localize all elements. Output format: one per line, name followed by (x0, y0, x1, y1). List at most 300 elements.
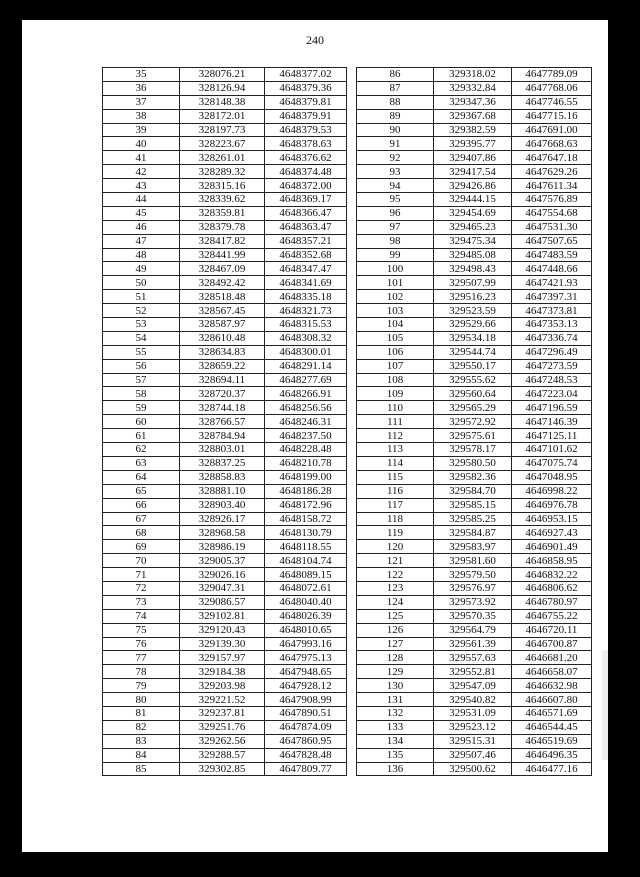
x-coordinate-cell: 329157.97 (180, 651, 265, 665)
y-coordinate-cell: 4646901.49 (512, 540, 592, 554)
table-row (103, 637, 347, 651)
y-coordinate-cell: 4648040.40 (265, 595, 347, 609)
x-coordinate-cell: 329026.16 (180, 568, 265, 582)
table-row (103, 443, 347, 457)
table-row (103, 373, 347, 387)
y-coordinate-cell: 4647483.59 (512, 248, 592, 262)
x-coordinate-cell: 329515.31 (434, 734, 512, 748)
x-coordinate-cell: 328567.45 (180, 304, 265, 318)
x-coordinate-cell: 328223.67 (180, 137, 265, 151)
table-row (357, 720, 592, 734)
table-row (357, 540, 592, 554)
point-number-cell: 56 (103, 359, 180, 373)
table-row (103, 68, 347, 82)
point-number-cell: 66 (103, 498, 180, 512)
point-number-cell: 68 (103, 526, 180, 540)
table-row (357, 401, 592, 415)
point-number-cell: 120 (357, 540, 434, 554)
point-number-cell: 105 (357, 331, 434, 345)
y-coordinate-cell: 4648321.73 (265, 304, 347, 318)
x-coordinate-cell: 329585.15 (434, 498, 512, 512)
point-number-cell: 65 (103, 484, 180, 498)
y-coordinate-cell: 4648352.68 (265, 248, 347, 262)
table-row (103, 581, 347, 595)
table-row (103, 387, 347, 401)
y-coordinate-cell: 4648237.50 (265, 429, 347, 443)
x-coordinate-cell: 328858.83 (180, 470, 265, 484)
table-body-right (357, 68, 592, 776)
point-number-cell: 87 (357, 81, 434, 95)
scan-artifact (602, 650, 608, 760)
table-row (357, 318, 592, 332)
point-number-cell: 37 (103, 95, 180, 109)
point-number-cell: 133 (357, 720, 434, 734)
point-number-cell: 44 (103, 193, 180, 207)
table-row (357, 262, 592, 276)
x-coordinate-cell: 329531.09 (434, 706, 512, 720)
y-coordinate-cell: 4648010.65 (265, 623, 347, 637)
y-coordinate-cell: 4648379.81 (265, 95, 347, 109)
y-coordinate-cell: 4648172.96 (265, 498, 347, 512)
y-coordinate-cell: 4647629.26 (512, 165, 592, 179)
table-row (103, 456, 347, 470)
point-number-cell: 55 (103, 345, 180, 359)
x-coordinate-cell: 329251.76 (180, 720, 265, 734)
point-number-cell: 94 (357, 179, 434, 193)
table-row (357, 123, 592, 137)
point-number-cell: 77 (103, 651, 180, 665)
y-coordinate-cell: 4648376.62 (265, 151, 347, 165)
x-coordinate-cell: 329262.56 (180, 734, 265, 748)
table-row (357, 276, 592, 290)
table-row (103, 415, 347, 429)
table-row (103, 609, 347, 623)
x-coordinate-cell: 328766.57 (180, 415, 265, 429)
y-coordinate-cell: 4646496.35 (512, 748, 592, 762)
point-number-cell: 76 (103, 637, 180, 651)
x-coordinate-cell: 329547.09 (434, 679, 512, 693)
point-number-cell: 39 (103, 123, 180, 137)
coordinates-table-left (102, 67, 347, 776)
x-coordinate-cell: 329498.43 (434, 262, 512, 276)
x-coordinate-cell: 328148.38 (180, 95, 265, 109)
table-row (357, 359, 592, 373)
x-coordinate-cell: 329426.86 (434, 179, 512, 193)
point-number-cell: 81 (103, 706, 180, 720)
table-row (357, 179, 592, 193)
point-number-cell: 72 (103, 581, 180, 595)
point-number-cell: 113 (357, 443, 434, 457)
y-coordinate-cell: 4647860.95 (265, 734, 347, 748)
y-coordinate-cell: 4647611.34 (512, 179, 592, 193)
table-row (357, 248, 592, 262)
x-coordinate-cell: 329564.79 (434, 623, 512, 637)
table-row (103, 137, 347, 151)
y-coordinate-cell: 4647507.65 (512, 234, 592, 248)
y-coordinate-cell: 4648369.17 (265, 193, 347, 207)
point-number-cell: 61 (103, 429, 180, 443)
point-number-cell: 48 (103, 248, 180, 262)
x-coordinate-cell: 329302.85 (180, 762, 265, 776)
x-coordinate-cell: 329086.57 (180, 595, 265, 609)
table-row (357, 206, 592, 220)
point-number-cell: 46 (103, 220, 180, 234)
x-coordinate-cell: 328518.48 (180, 290, 265, 304)
x-coordinate-cell: 328441.99 (180, 248, 265, 262)
point-number-cell: 88 (357, 95, 434, 109)
x-coordinate-cell: 329465.23 (434, 220, 512, 234)
point-number-cell: 134 (357, 734, 434, 748)
point-number-cell: 118 (357, 512, 434, 526)
y-coordinate-cell: 4646976.78 (512, 498, 592, 512)
point-number-cell: 98 (357, 234, 434, 248)
point-number-cell: 79 (103, 679, 180, 693)
x-coordinate-cell: 328076.21 (180, 68, 265, 82)
x-coordinate-cell: 329500.62 (434, 762, 512, 776)
x-coordinate-cell: 328881.10 (180, 484, 265, 498)
x-coordinate-cell: 329367.68 (434, 109, 512, 123)
point-number-cell: 42 (103, 165, 180, 179)
point-number-cell: 124 (357, 595, 434, 609)
table-row (103, 206, 347, 220)
y-coordinate-cell: 4648366.47 (265, 206, 347, 220)
x-coordinate-cell: 328172.01 (180, 109, 265, 123)
point-number-cell: 91 (357, 137, 434, 151)
point-number-cell: 58 (103, 387, 180, 401)
y-coordinate-cell: 4646632.98 (512, 679, 592, 693)
point-number-cell: 121 (357, 554, 434, 568)
y-coordinate-cell: 4646780.97 (512, 595, 592, 609)
point-number-cell: 36 (103, 81, 180, 95)
y-coordinate-cell: 4646832.22 (512, 568, 592, 582)
table-row (357, 151, 592, 165)
y-coordinate-cell: 4648266.91 (265, 387, 347, 401)
table-row (357, 290, 592, 304)
x-coordinate-cell: 328126.94 (180, 81, 265, 95)
y-coordinate-cell: 4647448.66 (512, 262, 592, 276)
table-row (103, 318, 347, 332)
y-coordinate-cell: 4647146.39 (512, 415, 592, 429)
table-row (357, 304, 592, 318)
point-number-cell: 49 (103, 262, 180, 276)
table-row (103, 720, 347, 734)
table-row (357, 637, 592, 651)
y-coordinate-cell: 4648315.53 (265, 318, 347, 332)
x-coordinate-cell: 329575.61 (434, 429, 512, 443)
x-coordinate-cell: 329516.23 (434, 290, 512, 304)
table-row (357, 415, 592, 429)
table-row (357, 568, 592, 582)
y-coordinate-cell: 4646571.69 (512, 706, 592, 720)
table-row (357, 484, 592, 498)
x-coordinate-cell: 328359.81 (180, 206, 265, 220)
point-number-cell: 109 (357, 387, 434, 401)
table-row (357, 331, 592, 345)
y-coordinate-cell: 4647993.16 (265, 637, 347, 651)
y-coordinate-cell: 4647373.81 (512, 304, 592, 318)
table-row (103, 706, 347, 720)
x-coordinate-cell: 329585.25 (434, 512, 512, 526)
table-row (103, 165, 347, 179)
x-coordinate-cell: 328315.16 (180, 179, 265, 193)
x-coordinate-cell: 328634.83 (180, 345, 265, 359)
point-number-cell: 116 (357, 484, 434, 498)
y-coordinate-cell: 4647531.30 (512, 220, 592, 234)
table-row (357, 387, 592, 401)
x-coordinate-cell: 329407.86 (434, 151, 512, 165)
point-number-cell: 70 (103, 554, 180, 568)
y-coordinate-cell: 4647809.77 (265, 762, 347, 776)
table-row (103, 651, 347, 665)
point-number-cell: 60 (103, 415, 180, 429)
x-coordinate-cell: 328261.01 (180, 151, 265, 165)
y-coordinate-cell: 4648341.69 (265, 276, 347, 290)
y-coordinate-cell: 4648089.15 (265, 568, 347, 582)
x-coordinate-cell: 329540.82 (434, 693, 512, 707)
y-coordinate-cell: 4647554.68 (512, 206, 592, 220)
table-row (103, 512, 347, 526)
table-row (357, 623, 592, 637)
y-coordinate-cell: 4646607.80 (512, 693, 592, 707)
table-row (357, 581, 592, 595)
point-number-cell: 123 (357, 581, 434, 595)
table-row (103, 193, 347, 207)
point-number-cell: 131 (357, 693, 434, 707)
x-coordinate-cell: 329507.46 (434, 748, 512, 762)
table-row (357, 137, 592, 151)
point-number-cell: 71 (103, 568, 180, 582)
point-number-cell: 73 (103, 595, 180, 609)
y-coordinate-cell: 4648363.47 (265, 220, 347, 234)
point-number-cell: 41 (103, 151, 180, 165)
point-number-cell: 114 (357, 456, 434, 470)
y-coordinate-cell: 4646658.07 (512, 665, 592, 679)
y-coordinate-cell: 4646806.62 (512, 581, 592, 595)
point-number-cell: 83 (103, 734, 180, 748)
y-coordinate-cell: 4647397.31 (512, 290, 592, 304)
table-row (357, 512, 592, 526)
y-coordinate-cell: 4647789.09 (512, 68, 592, 82)
y-coordinate-cell: 4647975.13 (265, 651, 347, 665)
y-coordinate-cell: 4648308.32 (265, 331, 347, 345)
x-coordinate-cell: 328467.09 (180, 262, 265, 276)
x-coordinate-cell: 329139.30 (180, 637, 265, 651)
table-row (357, 498, 592, 512)
x-coordinate-cell: 328694.11 (180, 373, 265, 387)
x-coordinate-cell: 329578.17 (434, 443, 512, 457)
point-number-cell: 122 (357, 568, 434, 582)
point-number-cell: 128 (357, 651, 434, 665)
x-coordinate-cell: 329550.17 (434, 359, 512, 373)
y-coordinate-cell: 4647273.59 (512, 359, 592, 373)
x-coordinate-cell: 329529.66 (434, 318, 512, 332)
point-number-cell: 53 (103, 318, 180, 332)
x-coordinate-cell: 329572.92 (434, 415, 512, 429)
table-row (357, 706, 592, 720)
y-coordinate-cell: 4648372.00 (265, 179, 347, 193)
y-coordinate-cell: 4646927.43 (512, 526, 592, 540)
y-coordinate-cell: 4647874.09 (265, 720, 347, 734)
y-coordinate-cell: 4647948.65 (265, 665, 347, 679)
x-coordinate-cell: 329573.92 (434, 595, 512, 609)
table-row (357, 109, 592, 123)
table-row (103, 429, 347, 443)
table-row (357, 609, 592, 623)
y-coordinate-cell: 4648335.18 (265, 290, 347, 304)
x-coordinate-cell: 329444.15 (434, 193, 512, 207)
point-number-cell: 75 (103, 623, 180, 637)
table-row (357, 443, 592, 457)
table-row (103, 679, 347, 693)
table-row (103, 359, 347, 373)
table-row (357, 234, 592, 248)
point-number-cell: 130 (357, 679, 434, 693)
point-number-cell: 99 (357, 248, 434, 262)
x-coordinate-cell: 328837.25 (180, 456, 265, 470)
document-page (22, 20, 608, 852)
table-row (103, 498, 347, 512)
y-coordinate-cell: 4647768.06 (512, 81, 592, 95)
table-row (103, 595, 347, 609)
point-number-cell: 40 (103, 137, 180, 151)
y-coordinate-cell: 4646700.87 (512, 637, 592, 651)
point-number-cell: 132 (357, 706, 434, 720)
x-coordinate-cell: 329203.98 (180, 679, 265, 693)
x-coordinate-cell: 328968.58 (180, 526, 265, 540)
point-number-cell: 47 (103, 234, 180, 248)
x-coordinate-cell: 329581.60 (434, 554, 512, 568)
table-row (103, 81, 347, 95)
x-coordinate-cell: 328903.40 (180, 498, 265, 512)
point-number-cell: 67 (103, 512, 180, 526)
y-coordinate-cell: 4648026.39 (265, 609, 347, 623)
point-number-cell: 50 (103, 276, 180, 290)
y-coordinate-cell: 4647647.18 (512, 151, 592, 165)
coordinates-table-right (356, 67, 592, 776)
x-coordinate-cell: 329005.37 (180, 554, 265, 568)
table-row (357, 595, 592, 609)
y-coordinate-cell: 4648256.56 (265, 401, 347, 415)
point-number-cell: 95 (357, 193, 434, 207)
x-coordinate-cell: 329221.52 (180, 693, 265, 707)
x-coordinate-cell: 329582.36 (434, 470, 512, 484)
table-row (103, 220, 347, 234)
point-number-cell: 112 (357, 429, 434, 443)
point-number-cell: 117 (357, 498, 434, 512)
x-coordinate-cell: 328587.97 (180, 318, 265, 332)
y-coordinate-cell: 4646858.95 (512, 554, 592, 568)
x-coordinate-cell: 329347.36 (434, 95, 512, 109)
table-row (103, 248, 347, 262)
y-coordinate-cell: 4648277.69 (265, 373, 347, 387)
table-row (357, 81, 592, 95)
y-coordinate-cell: 4647746.55 (512, 95, 592, 109)
point-number-cell: 54 (103, 331, 180, 345)
point-number-cell: 78 (103, 665, 180, 679)
x-coordinate-cell: 329576.97 (434, 581, 512, 595)
table-row (357, 429, 592, 443)
table-row (357, 220, 592, 234)
y-coordinate-cell: 4648104.74 (265, 554, 347, 568)
y-coordinate-cell: 4647828.48 (265, 748, 347, 762)
x-coordinate-cell: 328659.22 (180, 359, 265, 373)
table-row (357, 665, 592, 679)
point-number-cell: 102 (357, 290, 434, 304)
table-row (103, 95, 347, 109)
table-row (103, 123, 347, 137)
y-coordinate-cell: 4647691.00 (512, 123, 592, 137)
y-coordinate-cell: 4647353.13 (512, 318, 592, 332)
x-coordinate-cell: 329555.62 (434, 373, 512, 387)
table-row (357, 456, 592, 470)
point-number-cell: 90 (357, 123, 434, 137)
x-coordinate-cell: 329584.87 (434, 526, 512, 540)
table-row (357, 373, 592, 387)
x-coordinate-cell: 329534.18 (434, 331, 512, 345)
x-coordinate-cell: 328610.48 (180, 331, 265, 345)
point-number-cell: 104 (357, 318, 434, 332)
table-row (357, 526, 592, 540)
table-row (103, 179, 347, 193)
x-coordinate-cell: 328197.73 (180, 123, 265, 137)
x-coordinate-cell: 329552.81 (434, 665, 512, 679)
point-number-cell: 43 (103, 179, 180, 193)
x-coordinate-cell: 328417.82 (180, 234, 265, 248)
table-row (103, 151, 347, 165)
table-row (103, 734, 347, 748)
y-coordinate-cell: 4647576.89 (512, 193, 592, 207)
table-row (357, 679, 592, 693)
point-number-cell: 69 (103, 540, 180, 554)
table-row (103, 526, 347, 540)
point-number-cell: 64 (103, 470, 180, 484)
x-coordinate-cell: 329485.08 (434, 248, 512, 262)
y-coordinate-cell: 4647048.95 (512, 470, 592, 484)
table-row (103, 470, 347, 484)
point-number-cell: 45 (103, 206, 180, 220)
x-coordinate-cell: 329475.34 (434, 234, 512, 248)
point-number-cell: 80 (103, 693, 180, 707)
table-row (357, 651, 592, 665)
point-number-cell: 97 (357, 220, 434, 234)
point-number-cell: 108 (357, 373, 434, 387)
point-number-cell: 89 (357, 109, 434, 123)
x-coordinate-cell: 329047.31 (180, 581, 265, 595)
x-coordinate-cell: 328492.42 (180, 276, 265, 290)
point-number-cell: 127 (357, 637, 434, 651)
x-coordinate-cell: 329580.50 (434, 456, 512, 470)
x-coordinate-cell: 329584.70 (434, 484, 512, 498)
point-number-cell: 135 (357, 748, 434, 762)
table-row (103, 331, 347, 345)
point-number-cell: 110 (357, 401, 434, 415)
table-row (357, 193, 592, 207)
y-coordinate-cell: 4647196.59 (512, 401, 592, 415)
point-number-cell: 96 (357, 206, 434, 220)
x-coordinate-cell: 329523.12 (434, 720, 512, 734)
x-coordinate-cell: 328926.17 (180, 512, 265, 526)
page-number: 240 (306, 33, 324, 47)
y-coordinate-cell: 4648378.63 (265, 137, 347, 151)
x-coordinate-cell: 329318.02 (434, 68, 512, 82)
x-coordinate-cell: 329288.57 (180, 748, 265, 762)
table-row (357, 748, 592, 762)
x-coordinate-cell: 329561.39 (434, 637, 512, 651)
x-coordinate-cell: 329332.84 (434, 81, 512, 95)
table-row (103, 109, 347, 123)
y-coordinate-cell: 4648186.28 (265, 484, 347, 498)
x-coordinate-cell: 328744.18 (180, 401, 265, 415)
